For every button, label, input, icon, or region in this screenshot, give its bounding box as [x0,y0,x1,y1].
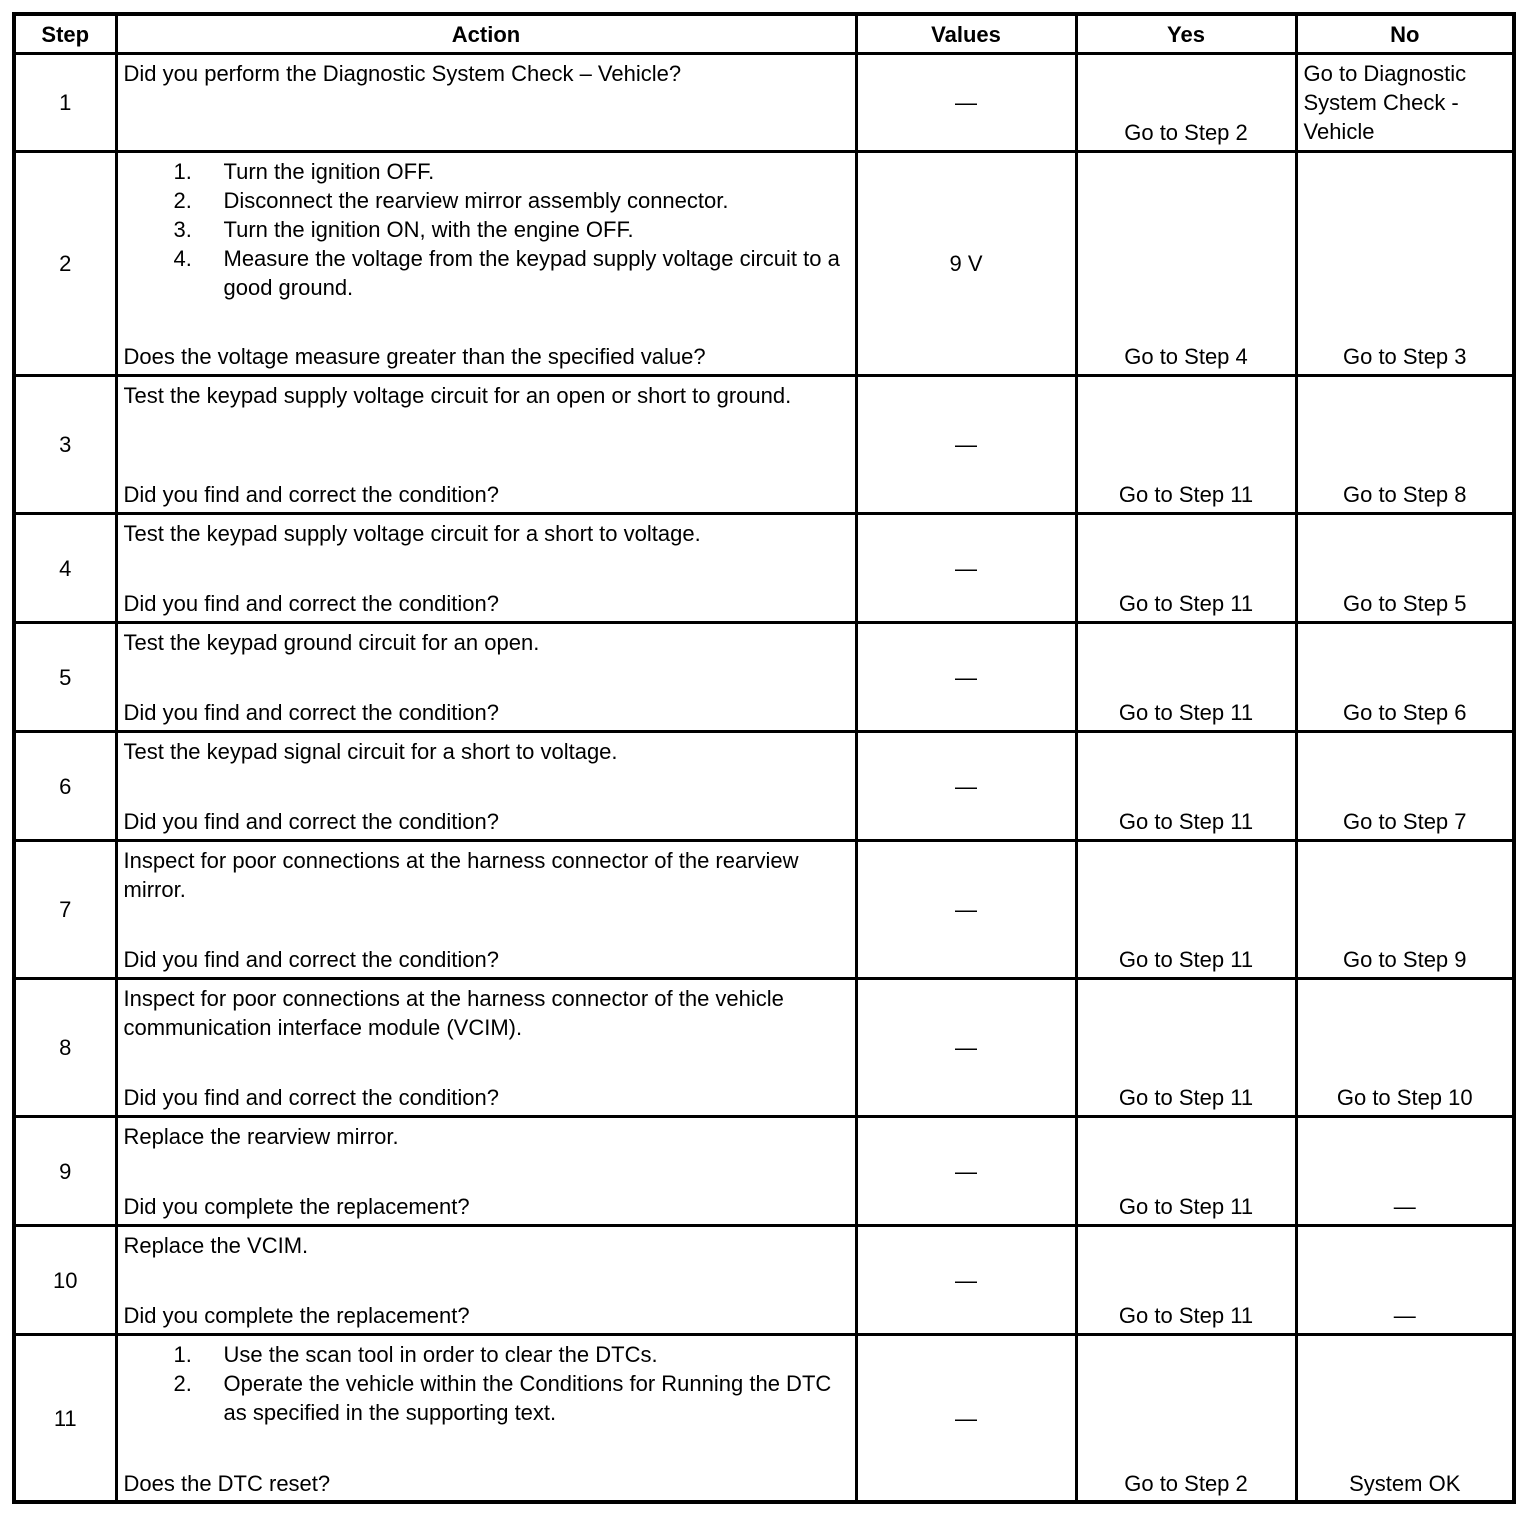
action-question: Did you find and correct the condition? [123,809,499,834]
action-cell [116,1117,856,1226]
yes-cell: Go to Step 11 [1076,376,1296,514]
no-cell: Go to Step 3 [1296,152,1512,376]
step-number: 1 [16,54,116,152]
action-text: Test the keypad supply voltage circuit for an open or short to ground. [123,383,792,408]
yes-cell: Go to Step 2 [1076,1335,1296,1502]
action-cell [116,841,856,979]
step-number: 6 [16,732,116,841]
action-cell [116,152,856,376]
yes-cell: Go to Step 11 [1076,1117,1296,1226]
table-row [16,376,1512,514]
table-row [16,841,1512,979]
table-row [16,732,1512,841]
step-number: 3 [16,376,116,514]
yes-cell: Go to Step 11 [1076,732,1296,841]
value-cell: — [856,54,1076,152]
action-text: Inspect for poor connections at the harness connector of the vehicle communication interface module (VCIM). [123,986,784,1040]
table-row [16,152,1512,376]
action-text: Replace the rearview mirror. [123,1124,399,1149]
step-number: 11 [16,1335,116,1502]
action-question: Did you find and correct the condition? [123,947,499,972]
yes-cell: Go to Step 11 [1076,1226,1296,1335]
value-cell: — [856,1117,1076,1226]
value-cell: — [856,376,1076,514]
table-row [16,1117,1512,1226]
yes-cell: Go to Step 11 [1076,623,1296,732]
header-step: Step [16,16,116,54]
no-cell: Go to Step 9 [1296,841,1512,979]
action-text: Test the keypad ground circuit for an open. [123,630,540,655]
action-question: Does the voltage measure greater than the specified value? [123,344,706,369]
table-row [16,623,1512,732]
step-number: 9 [16,1117,116,1226]
table-row [16,54,1512,152]
list-item: 3. Turn the ignition ON, with the engine OFF. [173,217,634,242]
action-text: Did you perform the Diagnostic System Check – Vehicle? [123,61,682,86]
step-number: 2 [16,152,116,376]
action-cell [116,1226,856,1335]
value-cell: — [856,623,1076,732]
yes-cell: Go to Step 11 [1076,841,1296,979]
yes-cell: Go to Step 4 [1076,152,1296,376]
no-cell: Go to Step 6 [1296,623,1512,732]
table-row [16,514,1512,623]
no-cell: Go to Diagnostic System Check - Vehicle [1296,54,1512,152]
value-cell: — [856,732,1076,841]
list-item: 2. Disconnect the rearview mirror assembly connector. [173,188,729,213]
action-question: Does the DTC reset? [123,1471,331,1496]
header-action: Action [116,16,856,54]
yes-cell: Go to Step 11 [1076,514,1296,623]
list-item: 2. Operate the vehicle within the Conditions for Running the DTC as specified in the supporting text. [173,1371,832,1425]
step-number: 7 [16,841,116,979]
no-cell: System OK [1296,1335,1512,1502]
header-row [16,16,1512,54]
header-no: No [1296,16,1512,54]
action-cell [116,979,856,1117]
no-cell: Go to Step 5 [1296,514,1512,623]
no-cell: Go to Step 10 [1296,979,1512,1117]
action-question: Did you find and correct the condition? [123,591,499,616]
action-text: Test the keypad signal circuit for a short to voltage. [123,739,618,764]
value-cell: — [856,1335,1076,1502]
action-question: Did you find and correct the condition? [123,482,499,507]
yes-cell: Go to Step 2 [1076,54,1296,152]
step-number: 4 [16,514,116,623]
action-cell [116,623,856,732]
action-text: Inspect for poor connections at the harness connector of the rearview mirror. [123,848,799,902]
value-cell: — [856,841,1076,979]
step-number: 10 [16,1226,116,1335]
table-row [16,1335,1512,1502]
diagnostic-table-frame [12,12,1516,1504]
value-cell: — [856,514,1076,623]
value-cell: — [856,979,1076,1117]
action-cell [116,54,856,152]
no-cell: Go to Step 7 [1296,732,1512,841]
action-cell [116,376,856,514]
list-item: 4. Measure the voltage from the keypad supply voltage circuit to a good ground. [173,246,840,300]
yes-cell: Go to Step 11 [1076,979,1296,1117]
header-yes: Yes [1076,16,1296,54]
diagnostic-table [16,16,1512,1501]
value-cell: — [856,1226,1076,1335]
action-list [124,1340,849,1427]
list-item: 1. Turn the ignition OFF. [173,159,435,184]
action-cell [116,1335,856,1502]
table-row [16,1226,1512,1335]
header-values: Values [856,16,1076,54]
action-list [124,157,849,302]
action-text: Replace the VCIM. [123,1233,309,1258]
no-cell: Go to Step 8 [1296,376,1512,514]
action-cell [116,514,856,623]
no-cell: — [1296,1117,1512,1226]
action-text: Test the keypad supply voltage circuit for a short to voltage. [123,521,701,546]
value-cell: 9 V [856,152,1076,376]
action-cell [116,732,856,841]
no-cell: — [1296,1226,1512,1335]
action-question: Did you complete the replacement? [123,1194,470,1219]
action-question: Did you find and correct the condition? [123,1085,499,1110]
action-question: Did you complete the replacement? [123,1303,470,1328]
step-number: 5 [16,623,116,732]
step-number: 8 [16,979,116,1117]
list-item: 1. Use the scan tool in order to clear the DTCs. [173,1342,658,1367]
action-question: Did you find and correct the condition? [123,700,499,725]
table-row [16,979,1512,1117]
